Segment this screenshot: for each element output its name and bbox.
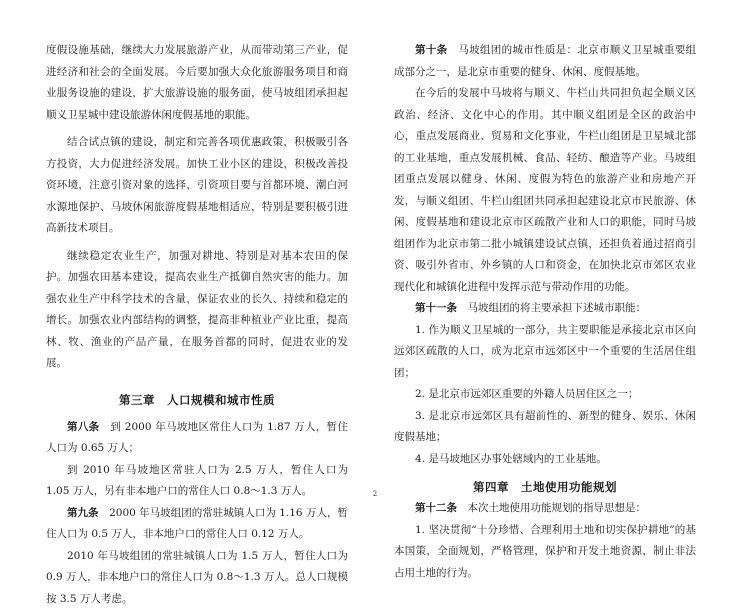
article-11-text: 马坡组团的将主要承担下述城市职能： [457, 302, 646, 314]
list-item: 3. 是北京市远郊区具有超前性的、新型的健身、娱乐、休闲度假基地； [394, 406, 696, 449]
list-item: 1. 坚决贯彻“十分珍惜、合理利用土地和切实保护耕地”的基本国策，全面规划，严格管理，保护和开发土地资源，制止非法占用土地的行为。 [394, 520, 696, 585]
list-item: 2. 是北京市远郊区重要的外籍人员居住区之一； [394, 384, 696, 406]
article-9-label: 第九条 [67, 507, 99, 519]
paragraph-tourism: 度假设施基础，继续大力发展旅游产业，从而带动第三产业，促进经济和社会的全面发展。今后要加强大众化旅游服务项目和商业服务设施的建设，扩大旅游设施的服务面，使马坡组团承担起顺义卫星城中建设旅游休闲度假基地的职能。 [46, 40, 348, 126]
article-12-label: 第十二条 [415, 502, 457, 514]
list-item: 4. 是马坡地区办事处辖域内的工业基地。 [394, 449, 696, 471]
article-8-label: 第八条 [67, 421, 99, 433]
article-10-text: 马坡组团的城市性质是：北京市顺义卫星城重要组成部分之一，是北京市重要的健身、休闲、度假基地。 [394, 44, 696, 78]
paragraph-agriculture: 继续稳定农业生产，加强对耕地、特别是对基本农田的保护。加强农田基本建设，提高农业生产抵御自然灾害的能力。加强农业生产中科学技术的含量，保证农业的长久、持续和稳定的增长。加强农业内部结构的调整，提高非种植业产业比重，提高林、牧、渔业的产品产量，在服务首都的同时，促进农业的发展。 [46, 246, 348, 375]
article-10 [394, 40, 696, 83]
article-9 [46, 503, 348, 546]
left-column [46, 40, 348, 610]
list-item: 1. 作为顺义卫星城的一部分，共主要职能是承接北京市区向远郊区疏散的人口，成为北京市远郊区中一个重要的生活居住组团； [394, 320, 696, 385]
article-12-text: 本次土地使用功能规划的指导思想是： [457, 502, 646, 514]
article-8 [46, 417, 348, 460]
article-11-label: 第十一条 [415, 302, 457, 314]
article-9-text: 2000 年马坡组团的常驻城镇人口为 1.16 万人，暂住人口为 0.5 万人，非本地户口的常住人口 0.12 万人。 [46, 507, 348, 541]
chapter-4-heading: 第四章 土地使用功能规划 [394, 476, 696, 498]
article-10-para-2: 在今后的发展中马坡将与顺义、牛栏山共同担负起全顺义区政治、经济、文化中心的作用。其中顺义组团是全区的政治中心，重点发展商业、贸易和文化事业，牛栏山组团是卫星城北部的工业基地，重点发展机械、食品、轻纺、酿造等产业。马坡组团重点发展以健身、休闲、度假为特色的旅游产业和房地产开发，与顺义组团、牛栏山组团共同承担起建设北京市民旅游、休闲、度假基地和建设北京市区疏散产业和人口的职能，同时马坡组团作为北京市第二批小城镇建设试点镇，还担负着通过招商引资、吸引外省市、外乡镇的人口和资金，在加快北京市郊区农业现代化和城镇化进程中发挥示范与带动作用的功能。 [394, 83, 696, 298]
article-8-para-2: 到 2010 年马坡地区常驻人口为 2.5 万人，暂住人口为 1.05 万人，另有非本地户口的常住人口 0.8～1.3 万人。 [46, 460, 348, 503]
right-column [394, 40, 696, 584]
page-number: 2 [0, 490, 750, 498]
paragraph-investment: 结合试点镇的建设，制定和完善各项优惠政策，积极吸引各方投资，大力促进经济发展。加快工业小区的建设，积极改善投资环境，注意引资对象的选择，引资项目要与首都环境、潮白河水源地保护、马坡休闲旅游度假基地相适应，特别是要积极引进高新技术项目。 [46, 132, 348, 240]
article-10-label: 第十条 [415, 44, 447, 56]
chapter-3-heading: 第三章 人口规模和城市性质 [46, 389, 348, 411]
article-8-text: 到 2000 年马坡地区常住人口为 1.87 万人，暂住人口为 0.65 万人； [46, 421, 348, 455]
article-12 [394, 498, 696, 520]
article-11 [394, 298, 696, 320]
article-9-para-2: 2010 年马坡组团的常驻城镇人口为 1.5 万人，暂住人口为 0.9 万人，非本地户口的常住人口为 0.8～1.3 万人。总人口规模按 3.5 万人考虑。 [46, 546, 348, 610]
